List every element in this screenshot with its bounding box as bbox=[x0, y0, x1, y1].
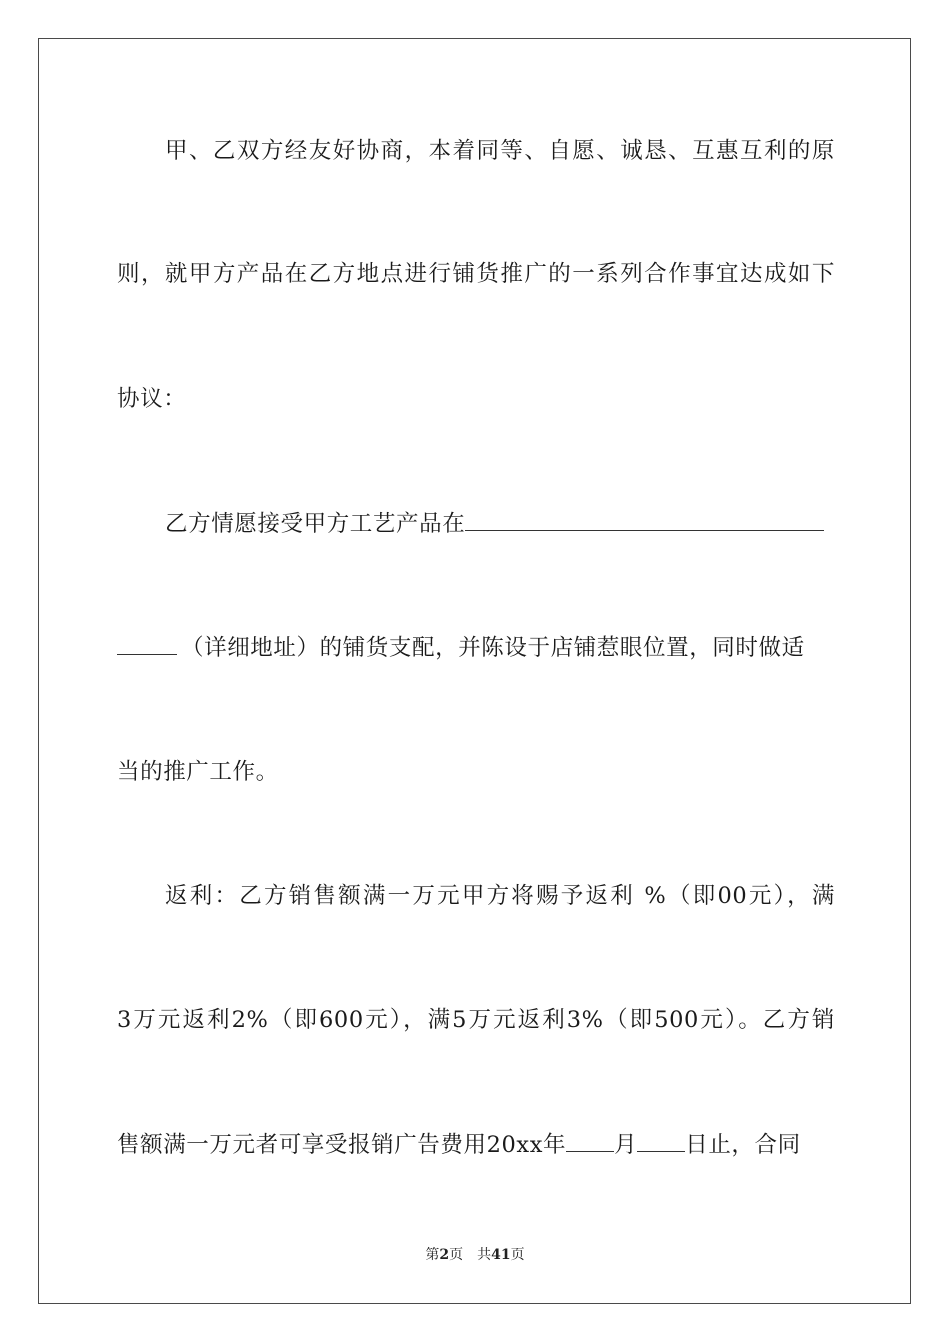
paragraph-2-text: 乙方情愿接受甲方工艺产品在 bbox=[165, 511, 466, 537]
footer-page-suffix: 页 bbox=[449, 1247, 464, 1263]
paragraph-3-line-3 bbox=[117, 1130, 835, 1160]
paragraph-1-line-2: 则，就甲方产品在乙方地点进行铺货推广的一系列合作事宜达成如下 bbox=[117, 261, 835, 287]
paragraph-3-line-3-end: 日止，合同 bbox=[685, 1132, 801, 1158]
paragraph-2-line-2-text: （详细地址）的铺货支配，并陈设于店铺惹眼位置，同时做适 bbox=[181, 635, 805, 661]
month-label: 月 bbox=[614, 1132, 638, 1158]
footer-total-pages: 41 bbox=[491, 1247, 511, 1263]
paragraph-3-line-1: 返利：乙方销售额满一万元甲方将赐予返利 %（即00元），满 bbox=[165, 883, 835, 909]
paragraph-2-line-1 bbox=[165, 509, 835, 539]
footer-prefix: 第 bbox=[425, 1247, 440, 1263]
page-footer bbox=[0, 1246, 950, 1264]
footer-page-number: 2 bbox=[439, 1247, 450, 1263]
paragraph-2-line-3: 当的推广工作。 bbox=[117, 759, 279, 785]
footer-total-suffix: 页 bbox=[510, 1247, 525, 1263]
paragraph-1-line-1: 甲、乙双方经友好协商，本着同等、自愿、诚恳、互惠互利的原 bbox=[165, 138, 835, 164]
footer-total-prefix: 共 bbox=[477, 1247, 492, 1263]
address-blank-continued bbox=[117, 653, 177, 655]
page-frame bbox=[38, 38, 911, 1304]
paragraph-1-line-3: 协议： bbox=[117, 386, 187, 412]
month-blank bbox=[566, 1150, 614, 1152]
address-blank-line bbox=[465, 529, 824, 531]
paragraph-3-line-2: 3万元返利2%（即600元），满5万元返利3%（即500元）。乙方销 bbox=[117, 1007, 835, 1033]
paragraph-2-line-2 bbox=[117, 633, 835, 663]
day-blank bbox=[637, 1150, 685, 1152]
paragraph-3-line-3-text: 售额满一万元者可享受报销广告费用20xx年 bbox=[117, 1132, 567, 1158]
